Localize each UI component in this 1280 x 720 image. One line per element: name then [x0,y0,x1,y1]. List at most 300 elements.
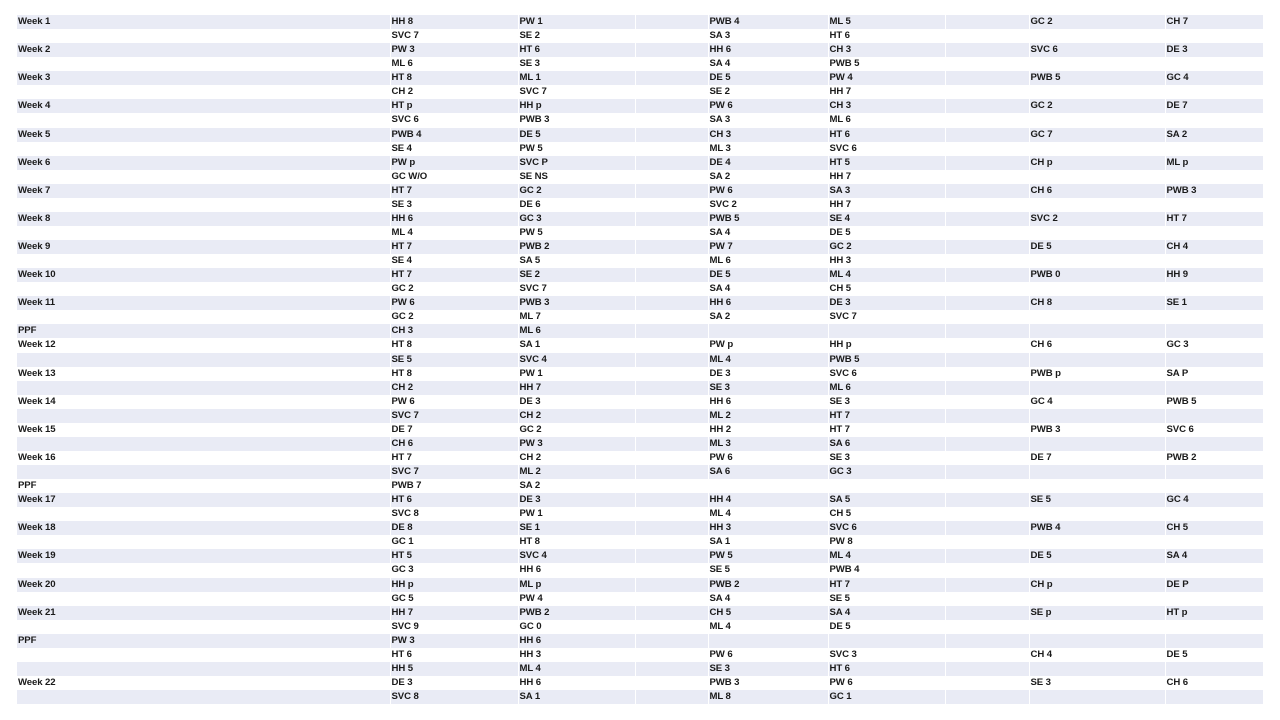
table-cell-col-7[interactable]: PWB 0 [1029,268,1165,282]
table-cell-col-4[interactable]: PWB 3 [708,676,828,690]
table-cell-col-7[interactable] [1029,226,1165,240]
table-cell-col-4[interactable]: PWB 5 [708,212,828,226]
table-cell-col-8[interactable] [1165,592,1263,606]
table-cell-col-7[interactable] [1029,324,1165,338]
table-cell-col-5[interactable]: SE 3 [828,451,945,465]
table-cell-col-6[interactable] [945,15,1029,29]
table-cell-col-3[interactable] [635,423,708,437]
table-cell-col-6[interactable] [945,465,1029,479]
table-cell-col-3[interactable] [635,282,708,296]
table-cell-col-3[interactable] [635,71,708,85]
table-cell-col-2[interactable]: PW 3 [518,437,635,451]
table-cell-col-8[interactable]: HH 9 [1165,268,1263,282]
table-cell-week-label[interactable] [17,198,390,212]
table-cell-col-6[interactable] [945,507,1029,521]
table-cell-col-6[interactable] [945,648,1029,662]
table-cell-col-3[interactable] [635,184,708,198]
table-cell-week-label[interactable] [17,113,390,127]
table-cell-col-3[interactable] [635,690,708,704]
table-cell-week-label[interactable]: Week 19 [17,549,390,563]
table-cell-col-2[interactable]: HH 7 [518,381,635,395]
table-cell-col-3[interactable] [635,198,708,212]
table-cell-col-5[interactable]: CH 3 [828,43,945,57]
table-cell-col-6[interactable] [945,338,1029,352]
table-cell-col-6[interactable] [945,170,1029,184]
table-cell-col-4[interactable]: PWB 4 [708,15,828,29]
table-cell-col-8[interactable] [1165,170,1263,184]
table-cell-col-8[interactable] [1165,535,1263,549]
table-cell-col-7[interactable] [1029,254,1165,268]
table-cell-col-2[interactable]: SA 2 [518,479,635,493]
table-cell-col-3[interactable] [635,437,708,451]
table-cell-col-5[interactable]: HT 6 [828,662,945,676]
table-cell-col-2[interactable]: SE 2 [518,29,635,43]
table-cell-col-3[interactable] [635,128,708,142]
table-cell-col-3[interactable] [635,451,708,465]
table-cell-col-4[interactable]: ML 4 [708,353,828,367]
table-cell-col-2[interactable]: ML 7 [518,310,635,324]
table-cell-col-6[interactable] [945,353,1029,367]
table-cell-col-4[interactable]: DE 3 [708,367,828,381]
table-cell-col-5[interactable]: ML 6 [828,113,945,127]
table-cell-col-7[interactable]: CH 8 [1029,296,1165,310]
table-cell-col-2[interactable]: ML 1 [518,71,635,85]
table-cell-col-3[interactable] [635,395,708,409]
table-cell-col-7[interactable]: GC 2 [1029,99,1165,113]
table-cell-col-3[interactable] [635,324,708,338]
table-cell-col-1[interactable]: PWB 7 [390,479,518,493]
table-cell-col-5[interactable]: DE 3 [828,296,945,310]
table-cell-week-label[interactable] [17,535,390,549]
table-cell-col-7[interactable] [1029,113,1165,127]
table-cell-col-1[interactable]: HT 7 [390,240,518,254]
table-cell-col-6[interactable] [945,212,1029,226]
table-cell-col-3[interactable] [635,268,708,282]
table-cell-col-2[interactable]: SE 2 [518,268,635,282]
table-cell-col-6[interactable] [945,676,1029,690]
table-cell-col-8[interactable]: GC 4 [1165,493,1263,507]
table-cell-col-6[interactable] [945,57,1029,71]
table-cell-col-6[interactable] [945,184,1029,198]
table-cell-col-4[interactable] [708,634,828,648]
table-cell-col-2[interactable]: HH 6 [518,676,635,690]
table-cell-col-3[interactable] [635,85,708,99]
table-cell-week-label[interactable] [17,282,390,296]
table-cell-col-6[interactable] [945,226,1029,240]
table-cell-col-6[interactable] [945,310,1029,324]
table-cell-col-5[interactable]: PW 4 [828,71,945,85]
table-cell-col-6[interactable] [945,282,1029,296]
table-cell-col-5[interactable] [828,479,945,493]
table-cell-col-7[interactable]: CH 4 [1029,648,1165,662]
table-cell-col-7[interactable] [1029,409,1165,423]
table-cell-week-label[interactable] [17,662,390,676]
table-cell-week-label[interactable]: Week 18 [17,521,390,535]
table-cell-col-5[interactable]: HH 7 [828,198,945,212]
table-cell-col-8[interactable] [1165,29,1263,43]
table-cell-col-1[interactable]: ML 4 [390,226,518,240]
table-cell-col-4[interactable]: SE 3 [708,381,828,395]
table-cell-col-8[interactable] [1165,353,1263,367]
table-cell-col-4[interactable]: HH 2 [708,423,828,437]
table-cell-col-7[interactable]: DE 5 [1029,240,1165,254]
table-cell-col-3[interactable] [635,353,708,367]
table-cell-col-1[interactable]: SE 3 [390,198,518,212]
table-cell-col-5[interactable]: GC 1 [828,690,945,704]
table-cell-col-4[interactable]: SA 2 [708,170,828,184]
table-cell-col-4[interactable]: PWB 2 [708,578,828,592]
table-cell-col-1[interactable]: SE 5 [390,353,518,367]
table-cell-col-1[interactable]: HH 5 [390,662,518,676]
table-cell-col-7[interactable]: DE 5 [1029,549,1165,563]
table-cell-col-5[interactable]: SA 3 [828,184,945,198]
table-cell-col-1[interactable]: SE 4 [390,142,518,156]
table-cell-col-2[interactable]: GC 0 [518,620,635,634]
table-cell-col-7[interactable]: PWB 3 [1029,423,1165,437]
table-cell-col-6[interactable] [945,549,1029,563]
table-cell-col-3[interactable] [635,549,708,563]
table-cell-col-5[interactable]: SVC 3 [828,648,945,662]
table-cell-col-2[interactable]: SA 1 [518,338,635,352]
table-cell-week-label[interactable] [17,690,390,704]
table-cell-col-1[interactable]: SVC 8 [390,507,518,521]
table-cell-col-6[interactable] [945,29,1029,43]
table-cell-col-1[interactable]: DE 3 [390,676,518,690]
table-cell-col-8[interactable]: HT 7 [1165,212,1263,226]
table-cell-col-5[interactable]: SVC 6 [828,367,945,381]
table-cell-col-7[interactable] [1029,507,1165,521]
table-cell-col-2[interactable]: SVC 7 [518,85,635,99]
table-cell-col-6[interactable] [945,156,1029,170]
table-cell-col-3[interactable] [635,170,708,184]
table-cell-col-1[interactable]: HT 7 [390,268,518,282]
table-cell-col-1[interactable]: GC 3 [390,563,518,577]
table-cell-col-7[interactable]: PWB 4 [1029,521,1165,535]
table-cell-col-8[interactable] [1165,324,1263,338]
table-cell-week-label[interactable] [17,142,390,156]
table-cell-col-3[interactable] [635,578,708,592]
table-cell-week-label[interactable]: Week 10 [17,268,390,282]
table-cell-col-5[interactable]: HT 6 [828,29,945,43]
table-cell-col-8[interactable] [1165,620,1263,634]
table-cell-col-1[interactable]: PW p [390,156,518,170]
table-cell-col-6[interactable] [945,99,1029,113]
table-cell-week-label[interactable]: PPF [17,479,390,493]
table-cell-col-2[interactable]: HT 6 [518,43,635,57]
table-cell-col-3[interactable] [635,662,708,676]
table-cell-col-8[interactable] [1165,310,1263,324]
table-cell-col-8[interactable] [1165,563,1263,577]
table-cell-col-1[interactable]: GC 2 [390,310,518,324]
table-cell-week-label[interactable] [17,620,390,634]
table-cell-col-6[interactable] [945,367,1029,381]
table-cell-col-7[interactable] [1029,142,1165,156]
table-cell-col-7[interactable]: CH 6 [1029,338,1165,352]
table-cell-col-6[interactable] [945,254,1029,268]
table-cell-col-1[interactable]: CH 3 [390,324,518,338]
table-cell-week-label[interactable]: Week 5 [17,128,390,142]
table-cell-col-1[interactable]: CH 2 [390,85,518,99]
table-cell-col-3[interactable] [635,620,708,634]
table-cell-col-2[interactable]: GC 3 [518,212,635,226]
table-cell-col-8[interactable] [1165,57,1263,71]
table-cell-col-7[interactable]: SE p [1029,606,1165,620]
table-cell-col-2[interactable]: PW 5 [518,142,635,156]
table-cell-col-4[interactable]: PW 5 [708,549,828,563]
table-cell-col-8[interactable]: SE 1 [1165,296,1263,310]
table-cell-col-5[interactable]: HT 7 [828,409,945,423]
table-cell-col-5[interactable]: SA 6 [828,437,945,451]
table-cell-week-label[interactable] [17,592,390,606]
table-cell-col-4[interactable]: PW 7 [708,240,828,254]
table-cell-col-1[interactable]: SVC 6 [390,113,518,127]
table-cell-col-7[interactable]: CH p [1029,156,1165,170]
table-cell-col-6[interactable] [945,296,1029,310]
table-cell-week-label[interactable] [17,409,390,423]
table-cell-col-1[interactable]: HT 8 [390,71,518,85]
table-cell-col-1[interactable]: HT 7 [390,184,518,198]
table-cell-col-7[interactable]: SE 5 [1029,493,1165,507]
table-cell-week-label[interactable]: Week 6 [17,156,390,170]
table-cell-col-1[interactable]: PW 3 [390,43,518,57]
table-cell-col-1[interactable]: GC 1 [390,535,518,549]
table-cell-col-5[interactable]: HH 7 [828,170,945,184]
table-cell-col-1[interactable]: PW 3 [390,634,518,648]
table-cell-col-5[interactable]: ML 6 [828,381,945,395]
table-cell-col-5[interactable]: DE 5 [828,620,945,634]
table-cell-col-1[interactable]: HT 5 [390,549,518,563]
table-cell-col-2[interactable]: PWB 3 [518,296,635,310]
table-cell-col-7[interactable] [1029,662,1165,676]
table-cell-col-2[interactable]: SA 5 [518,254,635,268]
table-cell-col-8[interactable] [1165,381,1263,395]
table-cell-col-5[interactable]: ML 4 [828,268,945,282]
table-cell-col-4[interactable]: PW 6 [708,99,828,113]
table-cell-col-8[interactable]: DE P [1165,578,1263,592]
table-cell-col-4[interactable]: SA 3 [708,113,828,127]
table-cell-col-4[interactable]: ML 3 [708,142,828,156]
table-cell-col-7[interactable] [1029,310,1165,324]
table-cell-col-2[interactable]: PWB 3 [518,113,635,127]
table-cell-week-label[interactable] [17,381,390,395]
table-cell-col-4[interactable]: SA 4 [708,57,828,71]
table-cell-week-label[interactable]: Week 12 [17,338,390,352]
table-cell-week-label[interactable]: Week 21 [17,606,390,620]
table-cell-col-4[interactable]: ML 8 [708,690,828,704]
table-cell-col-6[interactable] [945,606,1029,620]
table-cell-col-5[interactable]: ML 5 [828,15,945,29]
table-cell-week-label[interactable] [17,465,390,479]
table-cell-col-2[interactable]: PW 1 [518,15,635,29]
table-cell-col-5[interactable]: PWB 4 [828,563,945,577]
table-cell-col-6[interactable] [945,563,1029,577]
table-cell-col-8[interactable] [1165,507,1263,521]
table-cell-week-label[interactable] [17,85,390,99]
table-cell-week-label[interactable]: Week 1 [17,15,390,29]
table-cell-col-1[interactable]: PW 6 [390,395,518,409]
table-cell-col-3[interactable] [635,254,708,268]
table-cell-col-2[interactable]: CH 2 [518,409,635,423]
table-cell-col-1[interactable]: SVC 9 [390,620,518,634]
table-cell-week-label[interactable] [17,353,390,367]
table-cell-col-2[interactable]: PWB 2 [518,606,635,620]
table-cell-col-2[interactable]: ML 4 [518,662,635,676]
table-cell-col-5[interactable]: HT 7 [828,578,945,592]
table-cell-col-3[interactable] [635,367,708,381]
table-cell-col-7[interactable] [1029,465,1165,479]
table-cell-week-label[interactable]: Week 20 [17,578,390,592]
table-cell-col-2[interactable]: SVC 4 [518,549,635,563]
table-cell-week-label[interactable]: Week 9 [17,240,390,254]
table-cell-col-2[interactable]: HH 6 [518,563,635,577]
table-cell-col-8[interactable] [1165,198,1263,212]
table-cell-col-4[interactable]: ML 4 [708,507,828,521]
table-cell-col-3[interactable] [635,212,708,226]
table-cell-col-1[interactable]: HT 8 [390,338,518,352]
table-cell-col-4[interactable]: PW 6 [708,451,828,465]
table-cell-col-2[interactable]: HH 3 [518,648,635,662]
table-cell-col-4[interactable]: DE 4 [708,156,828,170]
table-cell-col-5[interactable]: HH p [828,338,945,352]
table-cell-col-2[interactable]: PW 1 [518,367,635,381]
table-cell-col-8[interactable]: DE 5 [1165,648,1263,662]
table-cell-week-label[interactable] [17,648,390,662]
table-cell-col-6[interactable] [945,381,1029,395]
table-cell-week-label[interactable]: Week 7 [17,184,390,198]
table-cell-col-4[interactable]: SA 4 [708,282,828,296]
table-cell-week-label[interactable] [17,170,390,184]
table-cell-col-3[interactable] [635,99,708,113]
table-cell-col-6[interactable] [945,128,1029,142]
table-cell-col-8[interactable] [1165,254,1263,268]
table-cell-week-label[interactable]: Week 14 [17,395,390,409]
table-cell-col-6[interactable] [945,43,1029,57]
table-cell-col-6[interactable] [945,521,1029,535]
table-cell-week-label[interactable]: PPF [17,324,390,338]
table-cell-col-7[interactable]: GC 4 [1029,395,1165,409]
table-cell-col-5[interactable]: SVC 6 [828,521,945,535]
table-cell-col-7[interactable] [1029,170,1165,184]
table-cell-col-8[interactable] [1165,282,1263,296]
table-cell-col-2[interactable]: ML 2 [518,465,635,479]
table-cell-col-7[interactable]: GC 7 [1029,128,1165,142]
table-cell-col-2[interactable]: SE 1 [518,521,635,535]
table-cell-col-3[interactable] [635,43,708,57]
table-cell-col-4[interactable]: PW 6 [708,648,828,662]
table-cell-col-1[interactable]: HT 6 [390,493,518,507]
table-cell-col-6[interactable] [945,85,1029,99]
table-cell-col-7[interactable] [1029,85,1165,99]
table-cell-week-label[interactable]: Week 3 [17,71,390,85]
table-cell-col-8[interactable]: CH 5 [1165,521,1263,535]
table-cell-col-1[interactable]: HH 6 [390,212,518,226]
table-cell-col-3[interactable] [635,381,708,395]
table-cell-col-1[interactable]: DE 8 [390,521,518,535]
table-cell-col-1[interactable]: HT 6 [390,648,518,662]
table-cell-col-5[interactable]: HT 7 [828,423,945,437]
table-cell-col-8[interactable]: GC 4 [1165,71,1263,85]
table-cell-col-2[interactable]: CH 2 [518,451,635,465]
table-cell-col-3[interactable] [635,156,708,170]
table-cell-col-3[interactable] [635,507,708,521]
table-cell-col-4[interactable]: SA 2 [708,310,828,324]
table-cell-col-5[interactable]: CH 3 [828,99,945,113]
table-cell-col-2[interactable]: DE 3 [518,493,635,507]
table-cell-week-label[interactable]: Week 8 [17,212,390,226]
table-cell-col-5[interactable] [828,324,945,338]
table-cell-col-8[interactable]: DE 7 [1165,99,1263,113]
table-cell-col-5[interactable] [828,634,945,648]
table-cell-col-3[interactable] [635,57,708,71]
table-cell-col-5[interactable]: CH 5 [828,282,945,296]
table-cell-col-7[interactable] [1029,198,1165,212]
table-cell-col-6[interactable] [945,113,1029,127]
table-cell-col-8[interactable]: SVC 6 [1165,423,1263,437]
table-cell-col-4[interactable]: CH 5 [708,606,828,620]
table-cell-week-label[interactable]: Week 15 [17,423,390,437]
table-cell-col-5[interactable]: SA 5 [828,493,945,507]
table-cell-col-7[interactable]: SVC 2 [1029,212,1165,226]
table-cell-col-8[interactable] [1165,142,1263,156]
table-cell-col-3[interactable] [635,479,708,493]
table-cell-col-6[interactable] [945,437,1029,451]
table-cell-col-3[interactable] [635,310,708,324]
table-cell-col-8[interactable] [1165,226,1263,240]
table-cell-col-5[interactable]: HT 5 [828,156,945,170]
table-cell-col-5[interactable]: SVC 6 [828,142,945,156]
table-cell-col-8[interactable] [1165,634,1263,648]
table-cell-col-3[interactable] [635,493,708,507]
table-cell-col-2[interactable]: SVC P [518,156,635,170]
table-cell-col-4[interactable]: HH 6 [708,43,828,57]
table-cell-col-1[interactable]: HT 7 [390,451,518,465]
table-cell-week-label[interactable] [17,57,390,71]
table-cell-week-label[interactable] [17,437,390,451]
table-cell-col-6[interactable] [945,535,1029,549]
table-cell-col-1[interactable]: PWB 4 [390,128,518,142]
table-cell-col-5[interactable]: GC 2 [828,240,945,254]
table-cell-col-2[interactable]: SE 3 [518,57,635,71]
table-cell-col-3[interactable] [635,535,708,549]
table-cell-col-6[interactable] [945,71,1029,85]
table-cell-col-3[interactable] [635,15,708,29]
table-cell-col-1[interactable]: DE 7 [390,423,518,437]
table-cell-col-3[interactable] [635,648,708,662]
table-cell-col-8[interactable]: DE 3 [1165,43,1263,57]
table-cell-week-label[interactable] [17,226,390,240]
table-cell-col-4[interactable]: ML 3 [708,437,828,451]
table-cell-col-2[interactable]: ML 6 [518,324,635,338]
table-cell-col-8[interactable]: PWB 2 [1165,451,1263,465]
table-cell-col-1[interactable]: CH 6 [390,437,518,451]
table-cell-col-2[interactable]: SE NS [518,170,635,184]
table-cell-week-label[interactable]: Week 2 [17,43,390,57]
table-cell-col-7[interactable]: GC 2 [1029,15,1165,29]
table-cell-col-6[interactable] [945,423,1029,437]
table-cell-col-6[interactable] [945,592,1029,606]
table-cell-col-4[interactable]: HH 4 [708,493,828,507]
table-cell-col-3[interactable] [635,240,708,254]
table-cell-col-3[interactable] [635,592,708,606]
table-cell-week-label[interactable] [17,254,390,268]
table-cell-col-3[interactable] [635,606,708,620]
table-cell-col-1[interactable]: GC 2 [390,282,518,296]
table-cell-week-label[interactable]: Week 17 [17,493,390,507]
table-cell-col-3[interactable] [635,409,708,423]
table-cell-week-label[interactable]: Week 13 [17,367,390,381]
table-cell-col-5[interactable]: SE 4 [828,212,945,226]
table-cell-col-5[interactable]: HT 6 [828,128,945,142]
